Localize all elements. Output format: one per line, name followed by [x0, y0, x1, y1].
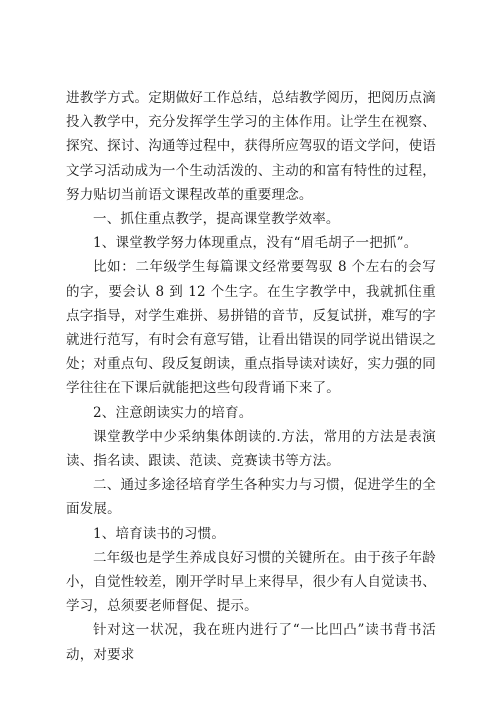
paragraph-2: 一、抓住重点教学，提高课堂教学效率。 [93, 211, 340, 228]
paragraph-3: 1、课堂教学努力体现重点，没有“眉毛胡子一把抓”。 [93, 235, 418, 252]
paragraph-10: 针对这一状况，我在班内进行了“一比凹凸”读书背书活动，对要求 [66, 622, 436, 663]
paragraph-9: 二年级也是学生养成良好习惯的关键所在。由于孩子年龄小，自觉性较差，刚开学时早上来得早，很少有人自觉读书、学习，总须要老师督促、提示。 [66, 549, 436, 615]
paragraph-5: 2、注意朗读实力的培育。 [93, 404, 253, 421]
paragraph-1: 进教学方式。定期做好工作总结，总结教学阅历，把阅历点滴投入教学中，充分发挥学生学习的主体作用。让学生在视察、探究、探讨、沟通等过程中，获得所应驾驭的语文学问，使语文学习活动成为一个生动活泼的、主动的和富有特性的过程，努力贴切当前语文课程改革的重要理念。 [66, 90, 436, 203]
document-body [66, 86, 436, 667]
paragraph-6: 课堂教学中少采纳集体朗读的.方法，常用的方法是表演读、指名读、跟读、范读、竞赛读书等方法。 [66, 428, 436, 470]
paragraph-4: 比如：二年级学生每篇课文经常要驾驭 8 个左右的会写的字，要会认 8 到 12 个生字。在生字教学中，我就抓住重点字指导，对学生难拼、易拼错的音节，反复试拼，难写的字就进行范写，有时会有意写错，让看出错误的同学说出错误之处；对重点句、段反复朗读，重点指导读对读好，实力强的同学往往在下课后就能把这些句段背诵下来了。 [66, 259, 436, 397]
paragraph-7: 二、通过多途径培育学生各种实力与习惯，促进学生的全面发展。 [66, 477, 436, 518]
paragraph-8: 1、培育读书的习惯。 [93, 525, 226, 542]
